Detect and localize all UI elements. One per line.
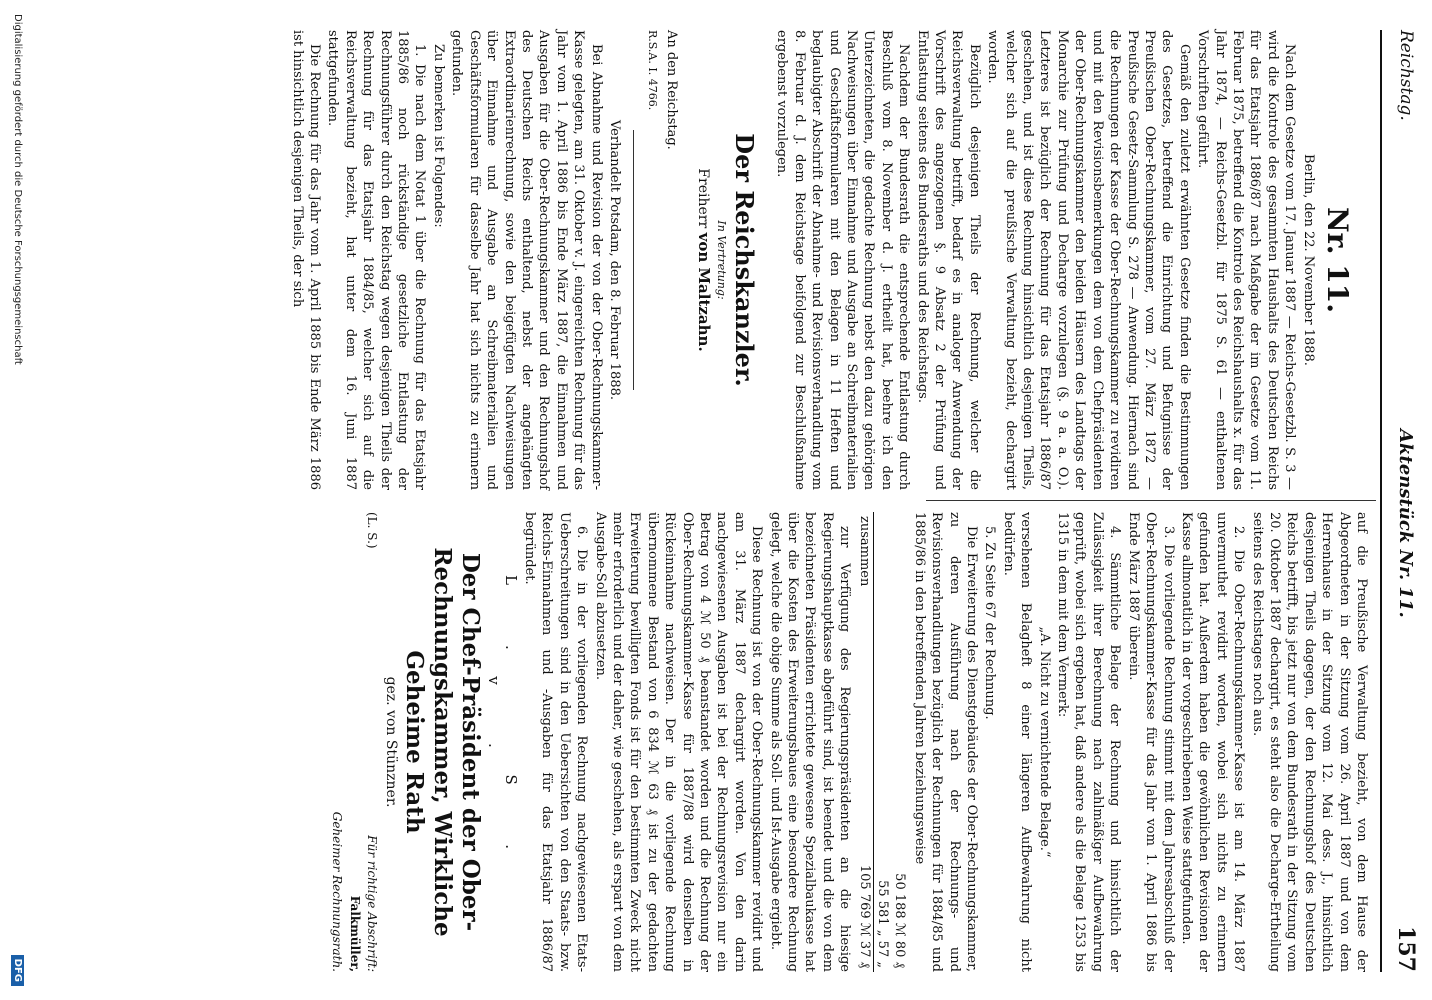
addressee: An den Reichstag. [663, 30, 679, 150]
digitization-note [4, 14, 32, 986]
page-header [1386, 30, 1426, 972]
seal-line: L. S. v. [485, 574, 521, 909]
paragraph: 5. Zu Seite 67 der Rechnung. [982, 526, 998, 720]
section-rule [633, 130, 634, 390]
table-cell-amount: 50 188 ℳ 80 ₰ [892, 873, 908, 968]
paragraph: auf die Preußische Verwaltung bezieht, von dem Hause der Abgeordneten in der Sitzung vom 26. April 1887 und von dem Herrenhause in der Sitzung vom 12. Mai dess. J., hinsichtlich desjenigen Theils dagegen, der den Rechnungshof des Deutschen Reichs betrifft, bis jetzt nur von dem Bundesrath in der Sitzung vom 20. Oktober 1887 dechargirt, es steht also die Decharge-Ertheilung seitens des Reichstages noch aus. [1249, 512, 1369, 972]
paragraph: zur Verfügung des Regierungspräsidenten an die hiesige Regierungshauptkasse abgeführt sind, ist beendet und die von dem bezeichneten Präsidenten errichtete gewesene Spezialbaukasse hat über die Kosten des Erweiterungsbaues eine besondere Rechnung gelegt, welche die obige Summe als Soll- und Ist-Ausgabe ergiebt. [767, 512, 853, 972]
signature-sub: In Vertretung: [714, 220, 728, 300]
paragraph: Nach dem Gesetze vom 17. Januar 1887 — Reichs-Gesetzbl. S. 3 — wird die Kontrole des gesammten Haushalts des Deutschen Reichs für das Etatsjahr 1886/87 nach Maßgabe der im Gesetze vom 11. Februar 1875, betreffend die Kontrole des Reichshaushalts x. für das Jahr 1874, — Reichs-Gesetzbl. für 1875 S. 61 — enthaltenen Vorschriften geführt. [1195, 30, 1298, 490]
paragraph: Bei Abnahme und Revision der von der Ober-Rechnungskammer-Kasse gelegten, am 31. Oktober v. J. eingereichten Rechnung für das Jahr vom 1. April 1886 bis Ende März 1887, die Einnahmen und Ausgaben für die Ober-Rechnungskammer und den Rechnungshof des Deutschen Reichs enthaltend, nebst der angehängten Extraordinarienrechnung, sowie den beigefügten Nachweisungen über Einnahme und Ausgabe an Schreibmaterialien und Geschäftsformularen für dasselbe Jahr hat sich nichts zu erinnern gefunden. [449, 30, 604, 490]
table-row [891, 512, 908, 972]
paragraph: Bezüglich desjenigen Theils der Rechnung, welcher die Reichsverwaltung betrifft, bedarf es in analoger Anwendung der Vorschrift des angezogenen §. 9 Absatz 2 der Prüfung und Entlastung seitens des Bundesraths und des Reichstags. [914, 30, 982, 490]
certifier-name: Falkmüller, [347, 895, 362, 972]
right-column [328, 512, 1370, 972]
signature-name-main: von Maltzahn. [695, 232, 714, 352]
header-rule [1380, 30, 1382, 972]
paragraph: 6. Die in der vorliegenden Rechnung nachgewiesenen Etats-Ueberschreitungen sind in den Uebersichten von den Staats- bzw. Reichs-Einnahmen und -Ausgaben für das Etatsjahr 1886/87 begründet. [521, 512, 590, 972]
table-cell-label: zusammen [855, 512, 873, 702]
reference-number: R.S.A. I. 4766. [646, 30, 660, 111]
table-cell-label [873, 512, 891, 702]
signature-title: Der Reichskanzler. [730, 133, 759, 387]
document-number: Nr. 11. [1321, 207, 1354, 313]
header-left: Reichstag. [1396, 30, 1416, 121]
paragraph: Zu bemerken ist Folgendes: [430, 44, 446, 228]
dfg-logo: DFG [12, 955, 25, 986]
left-column [287, 30, 1370, 490]
column-separator [926, 500, 1376, 501]
dateline-2: Verhandelt Potsdam, den 8. Februar 1888. [606, 119, 622, 400]
paragraph: 1. Die nach dem Notat 1 über die Rechnung für das Etatsjahr 1885/86 noch rückständige gesetzliche Entlastung der Rechnungsführer durch den Reichstag wegen desjenigen Theils der Rechnung für das Etatsjahr 1884/85, welcher sich auf die Reichsverwaltung bezieht, hat unter dem 16. Juni 1887 stattgefunden. [325, 30, 428, 490]
certification [328, 812, 380, 972]
amount-table [855, 512, 908, 972]
official-title: Der Chef-Präsident der Ober-Rechnungskammer, Wirkliche Geheime Rath [400, 547, 484, 937]
signed-name: gez. von Stünzner. [382, 676, 399, 808]
certification-label: Für richtige Abschrift: [365, 835, 380, 972]
paragraph: Nachdem der Bundesrath die entsprechende Entlastung durch Beschluß vom 8. November d. J. ertheilt hat, beehre ich den Unterzeichneten, die gedachte Rechnung nebst den dazu gehörigen Nachweisungen über Einnahme und Ausgabe an Schreibmaterialien und Geschäftsformularen mit den Belagen in 11 Heften und beglaubigter Abschrift der Abnahme- und Revisionsverhandlung vom 8. Februar d. J. dem Reichstage beifolgend zur Beschlußnahme ergebenst vorzulegen. [774, 30, 912, 490]
signature-name [694, 30, 712, 490]
digitization-text: Digitalisierung gefördert durch die Deutsche Forschungsgemeinschaft [12, 14, 24, 365]
paragraph: Diese Rechnung ist von der Ober-Rechnungskammer revidirt und am 31. März 1887 dechargirt worden. Von den darin nachgewiesenen Ausgaben ist bei der Rechnungsrevision nur ein Betrag von 4 ℳ 50 ₰ beanstandet worden und die Rechnung der Ober-Rechnungskammer-Kasse für 1887/88 wird denselben in Rückeinnahme nachweisen. Der in die vorliegende Rechnung übernommene Bestand von 6 834 ℳ 63 ₰ ist zu der gedachten Erweiterung bewilligten Fonds ist für den bestimmten Zweck nicht mehr erforderlich und der daher, wie geschehen, als erspart von dem Ausgabe-Soll abzusetzen. [592, 512, 765, 972]
seal-mark: (L. S.) [365, 512, 380, 549]
header-title: Aktenstück Nr. 11. [1395, 429, 1417, 618]
table-cell-amount: 55 581 „ 57 „ [875, 880, 891, 968]
table-row [873, 512, 891, 972]
certification-block [328, 512, 380, 972]
page-number: 157 [1393, 926, 1419, 972]
quote: „A. Nicht zu vernichtende Belage.“ [1036, 626, 1052, 858]
paragraph: Die Rechnung für das Jahr vom 1. April 1885 bis Ende März 1886 ist hinsichtlich desjenigen Theils, der sich [289, 30, 323, 490]
signature-name-prefix: Freiherr [695, 168, 712, 229]
paragraph: Die Erweiterung des Dienstgebäudes der Ober-Rechnungskammer, zu deren Ausführung nach der Rechnungs- und Revisionsverhandlungen bezüglich der Rechnungen für 1884/85 und 1885/86 in den betreffenden Jahren beziehungsweise [911, 512, 980, 972]
paragraph: versehenen Belagheft 8 einer längeren Aufbewahrung nicht bedürfen. [1000, 512, 1034, 972]
paragraph: 2. Die Ober-Rechnungskammer-Kasse ist am 14. März 1887 unvermuthet revidirt worden, wobei sich nichts zu erinnern gefunden hat. Außerdem haben die gewöhnlichen Revisionen der Kasse allmonatlich in der vorgeschriebenen Weise stattgefunden. [1178, 512, 1247, 972]
table-cell-amount: 105 769 ℳ 37 ₰ [855, 702, 873, 972]
paragraph: Gemäß den zuletzt erwähnten Gesetze finden die Bestimmungen des Gesetzes, betreffend die Einrichtung und Befugnisse der Preußischen Ober-Rechnungskammer, vom 27. März 1872 — Preußische Gesetz-Sammlung S. 278 — Anwendung. Hiernach sind die Rechnungen der Kasse der Ober-Rechnungskammer zu revidiren und mit den Revisionsbemerkungen dem von dem Chefpräsidenten der Ober-Rechnungskammer den beiden Häusern des Landtags der Monarchie zur Prüfung und Decharge vorzulegen (§. 9 a. a. O.). Letzteres ist bezüglich der Rechnung für das Etatsjahr 1886/87 geschehen, und ist diese Rechnung hinsichtlich desjenigen Theils, welcher sich auf die preußische Verwaltung bezieht, dechargirt worden. [985, 30, 1192, 490]
paragraph: 4. Sämmtliche Belage der Rechnung und hinsichtlich der Zulässigkeit ihrer Berechnung nach zahlmäßiger Aufbewahrung geprüft, wobei sich ergeben hat, daß andere als die Belage 1253 bis 1315 in dem mit dem Vermerk: [1055, 512, 1123, 972]
paragraph: 3. Die vorliegende Rechnung stimmt mit dem Jahresabschluß der Ober-Rechnungskammer-Kasse für das Jahr vom 1. April 1886 bis Ende März 1887 überein. [1125, 512, 1176, 972]
table-row-total [855, 512, 873, 972]
dateline: Berlin, den 22. November 1888. [1300, 154, 1316, 366]
certifier-title: Geheimer Rechnungsrath. [330, 811, 345, 972]
table-cell-label [891, 512, 908, 702]
